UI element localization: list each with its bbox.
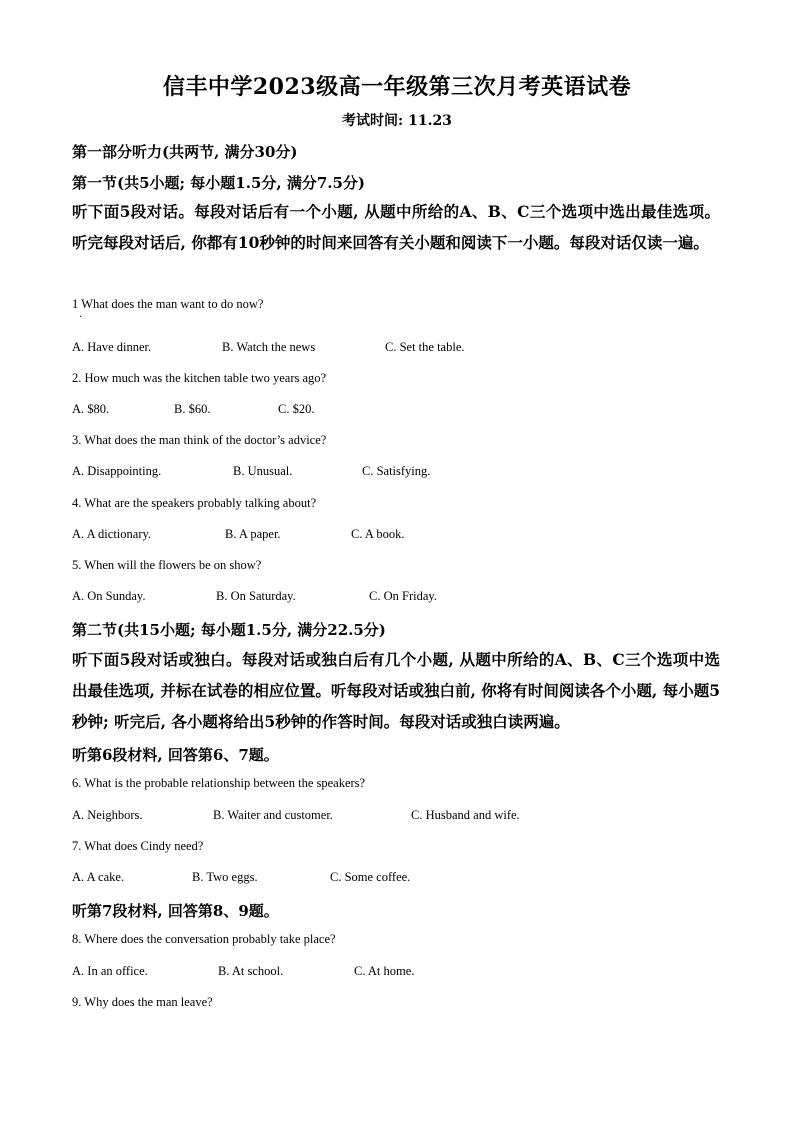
question-3: 3. What does the man think of the doctor’s advice? — [72, 433, 327, 447]
option-7a: A. A cake. — [72, 870, 125, 884]
section1-instructions: 听下面5段对话。每段对话后有一个小题, 从题中所给的A、B、C三个选项中选出最佳选项。听完每段对话后, 你都有10秒钟的时间来回答有关小题和阅读下一小题。每段对话仅读一遍。 — [72, 202, 720, 252]
option-3c: C. Satisfying. — [362, 464, 431, 478]
exam-time: 考试时间: 11.23 — [342, 113, 452, 129]
stray-mark: · — [79, 312, 83, 323]
option-4a: A. A dictionary. — [72, 527, 152, 541]
section2-instructions: 听下面5段对话或独白。每段对话或独白后有几个小题, 从题中所给的A、B、C三个选项中选出最佳选项, 并标在试卷的相应位置。听每段对话或独白前, 你将有时间阅读各个小题, 每小题5秒钟; 听完后, 各小题将给出5秒钟的作答时间。每段对话或独白读两遍。 — [72, 650, 720, 731]
option-1c: C. Set the table. — [385, 340, 465, 354]
question-9: 9. Why does the man leave? — [72, 995, 213, 1009]
option-1a: A. Have dinner. — [72, 340, 152, 354]
option-8c: C. At home. — [354, 964, 415, 978]
material-6-heading: 听第6段材料, 回答第6、7题。 — [72, 746, 279, 764]
option-6a: A. Neighbors. — [72, 808, 143, 822]
question-7: 7. What does Cindy need? — [72, 839, 204, 853]
section2-heading: 第二节(共15小题; 每小题1.5分, 满分22.5分) — [72, 621, 386, 639]
question-4: 4. What are the speakers probably talking about? — [72, 496, 317, 510]
option-2a: A. $80. — [72, 402, 110, 416]
page-title: 信丰中学2023级高一年级第三次月考英语试卷 — [162, 74, 632, 100]
option-6c: C. Husband and wife. — [411, 808, 520, 822]
option-6b: B. Waiter and customer. — [213, 808, 333, 822]
option-7b: B. Two eggs. — [192, 870, 258, 884]
question-1: 1 What does the man want to do now? — [72, 297, 264, 311]
material-7-heading: 听第7段材料, 回答第8、9题。 — [72, 902, 279, 920]
section1-heading: 第一节(共5小题; 每小题1.5分, 满分7.5分) — [72, 174, 366, 192]
option-3b: B. Unusual. — [233, 464, 293, 478]
option-2c: C. $20. — [278, 402, 315, 416]
question-2: 2. How much was the kitchen table two years ago? — [72, 371, 327, 385]
question-5: 5. When will the flowers be on show? — [72, 558, 262, 572]
part1-heading: 第一部分听力(共两节, 满分30分) — [72, 143, 298, 161]
option-1b: B. Watch the news — [222, 340, 316, 354]
option-8b: B. At school. — [218, 964, 284, 978]
option-3a: A. Disappointing. — [72, 464, 162, 478]
question-6: 6. What is the probable relationship between the speakers? — [72, 776, 366, 790]
option-5c: C. On Friday. — [369, 589, 437, 603]
option-4c: C. A book. — [351, 527, 405, 541]
option-5b: B. On Saturday. — [216, 589, 296, 603]
option-5a: A. On Sunday. — [72, 589, 146, 603]
option-7c: C. Some coffee. — [330, 870, 411, 884]
question-8: 8. Where does the conversation probably take place? — [72, 932, 336, 946]
option-2b: B. $60. — [174, 402, 211, 416]
option-8a: A. In an office. — [72, 964, 148, 978]
option-4b: B. A paper. — [225, 527, 281, 541]
